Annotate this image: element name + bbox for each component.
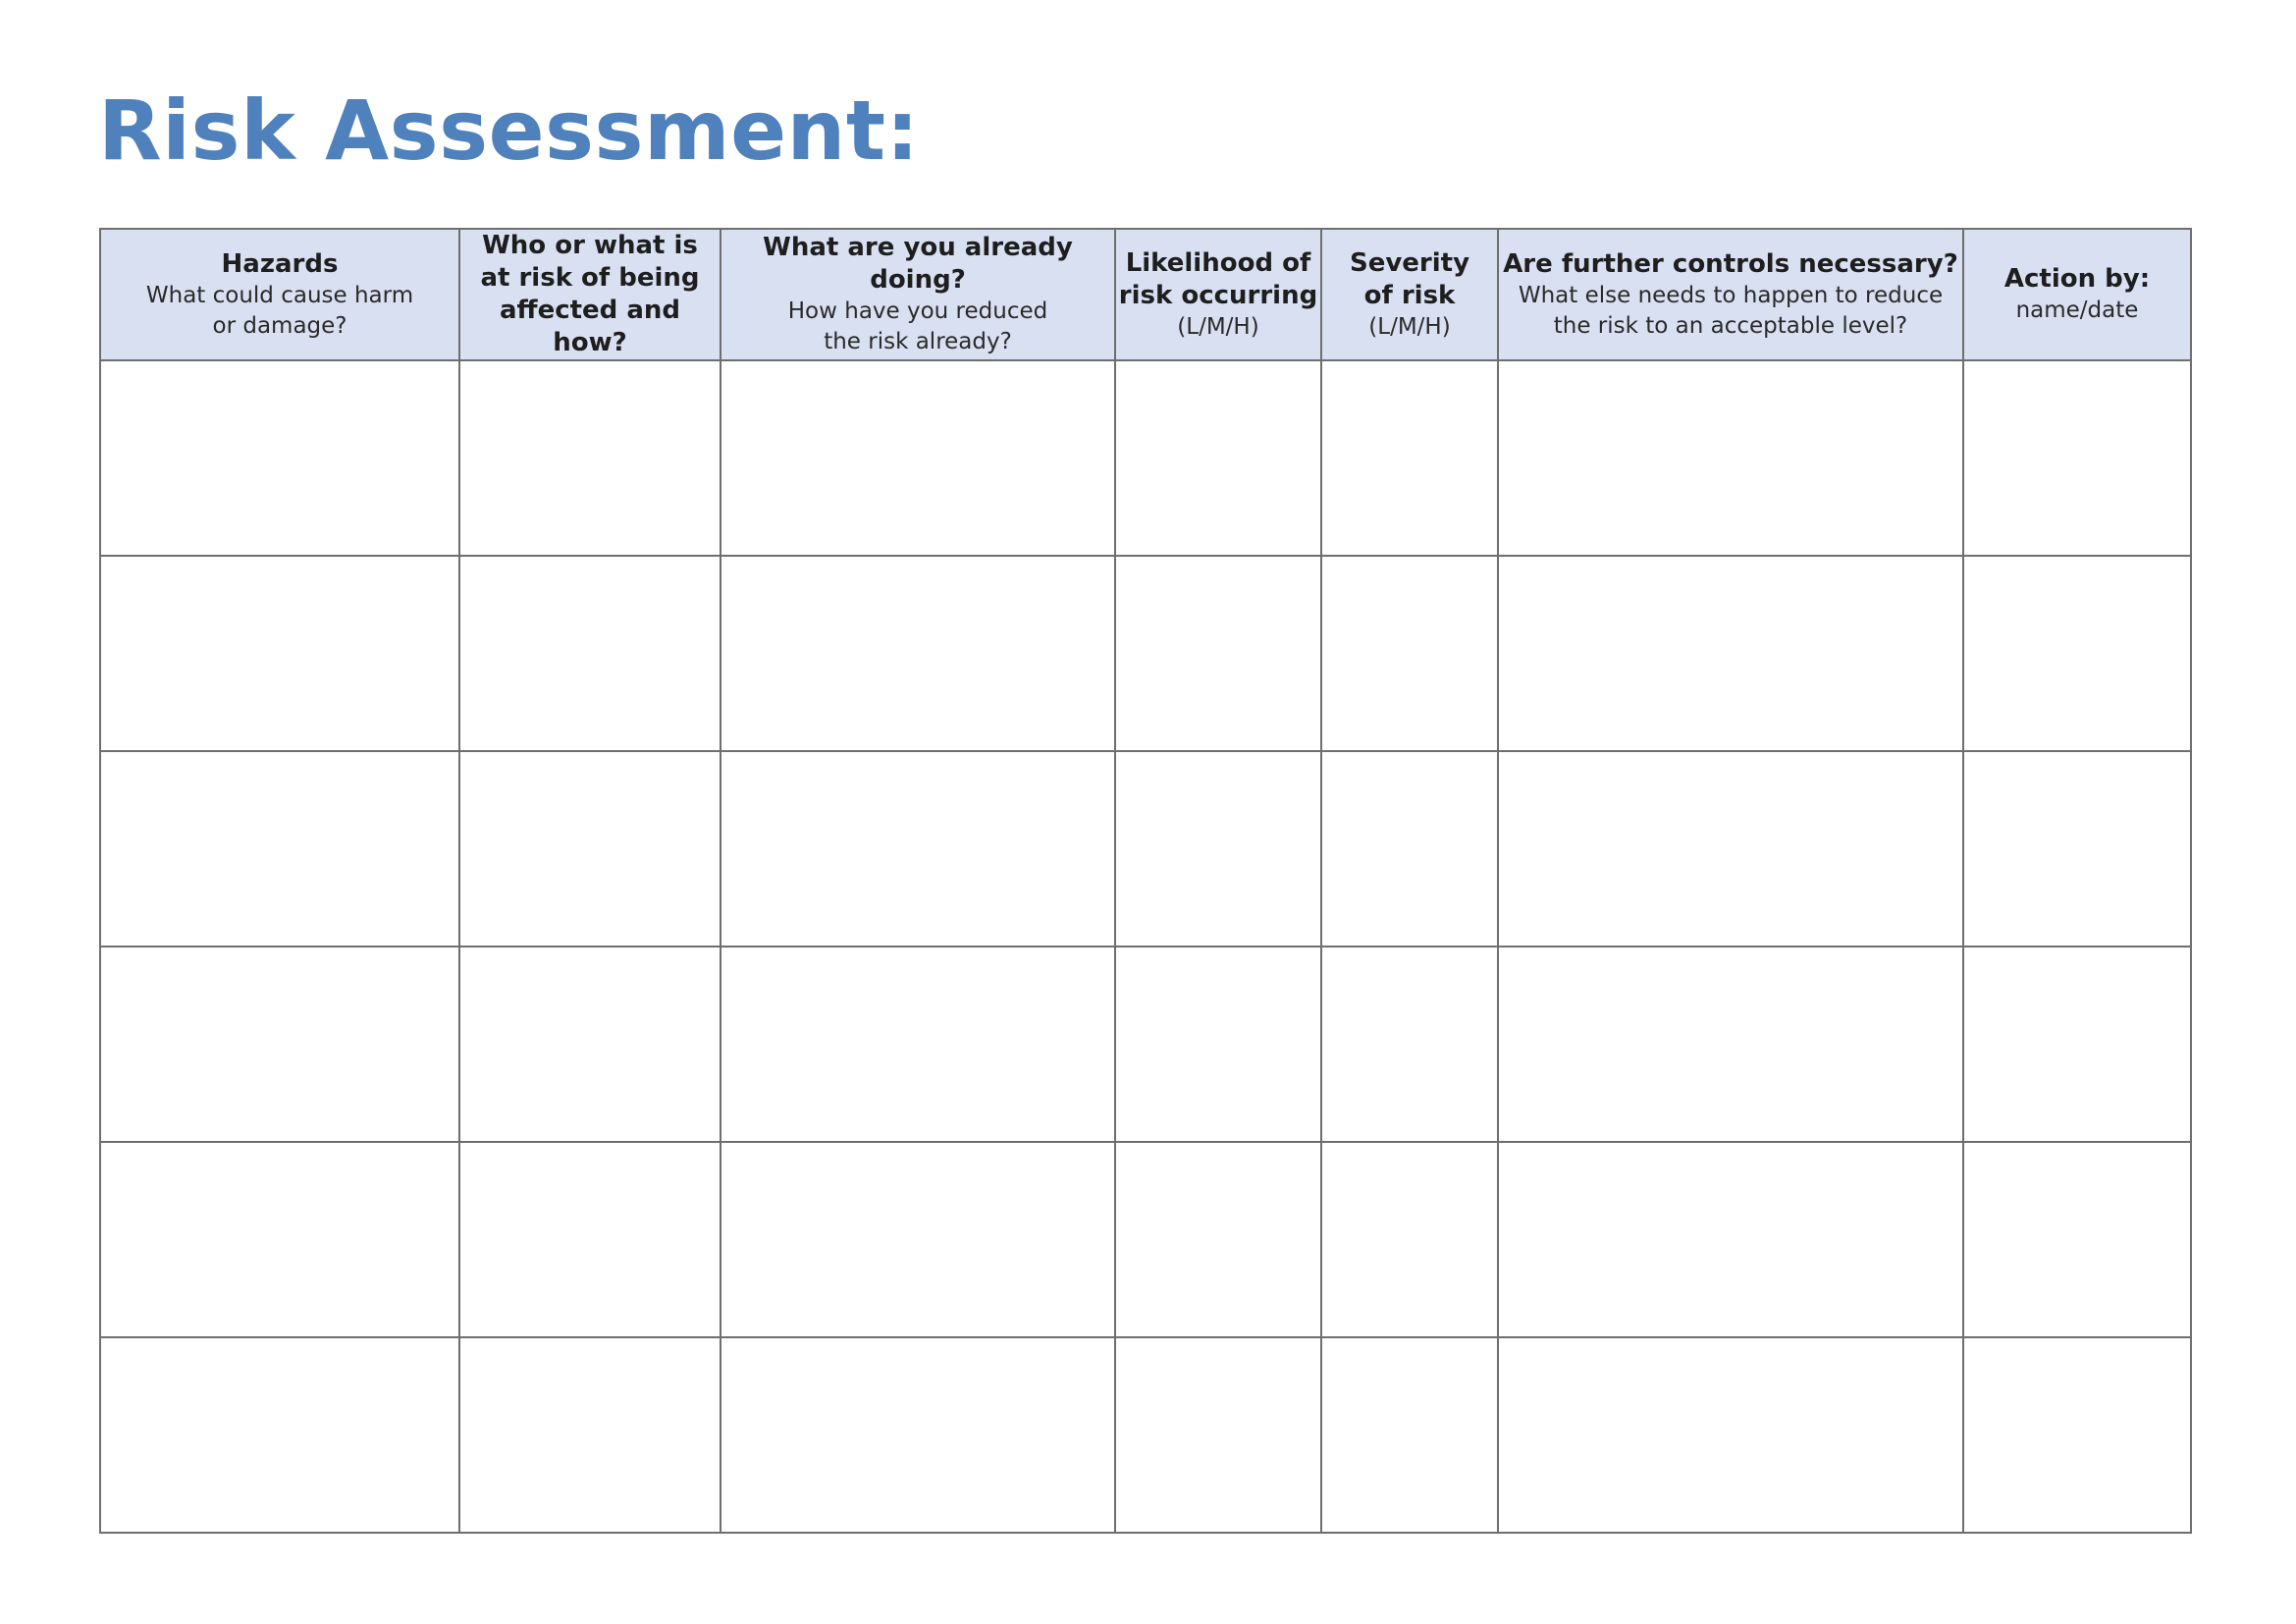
action-by-cell[interactable]: [1963, 360, 2191, 556]
further-controls-cell[interactable]: [1498, 1142, 1963, 1337]
severity-cell[interactable]: [1321, 751, 1498, 947]
header-already-doing: [721, 229, 1115, 360]
header-hazards-title: Hazards: [221, 248, 339, 279]
severity-cell[interactable]: [1321, 1142, 1498, 1337]
who-at-risk-cell[interactable]: [459, 556, 721, 751]
severity-cell[interactable]: [1321, 360, 1498, 556]
who-at-risk-cell[interactable]: [459, 751, 721, 947]
hazards-cell[interactable]: [100, 556, 459, 751]
hazards-cell[interactable]: [100, 1142, 459, 1337]
severity-cell[interactable]: [1321, 947, 1498, 1142]
further-controls-cell[interactable]: [1498, 751, 1963, 947]
header-already-doing-subtitle: How have you reduced the risk already?: [787, 298, 1048, 354]
already-doing-cell[interactable]: [721, 1337, 1115, 1533]
action-by-cell[interactable]: [1963, 751, 2191, 947]
hazards-cell[interactable]: [100, 947, 459, 1142]
further-controls-cell[interactable]: [1498, 360, 1963, 556]
who-at-risk-cell[interactable]: [459, 1142, 721, 1337]
likelihood-cell[interactable]: [1115, 1142, 1321, 1337]
header-likelihood: [1115, 229, 1321, 360]
table-row: [100, 751, 2191, 947]
likelihood-cell[interactable]: [1115, 360, 1321, 556]
header-hazards-subtitle: What could cause harm or damage?: [145, 282, 414, 339]
likelihood-cell[interactable]: [1115, 556, 1321, 751]
action-by-cell[interactable]: [1963, 1142, 2191, 1337]
page-title: Risk Assessment:: [98, 82, 920, 179]
further-controls-cell[interactable]: [1498, 556, 1963, 751]
header-further-controls-title: Are further controls necessary?: [1503, 248, 1958, 279]
severity-cell[interactable]: [1321, 1337, 1498, 1533]
action-by-cell[interactable]: [1963, 947, 2191, 1142]
table-row: [100, 556, 2191, 751]
header-further-controls: [1498, 229, 1963, 360]
risk-table-container: [99, 228, 2190, 1517]
action-by-cell[interactable]: [1963, 1337, 2191, 1533]
who-at-risk-cell[interactable]: [459, 360, 721, 556]
already-doing-cell[interactable]: [721, 1142, 1115, 1337]
further-controls-cell[interactable]: [1498, 1337, 1963, 1533]
header-action-by: [1963, 229, 2191, 360]
table-row: [100, 1337, 2191, 1533]
header-severity: [1321, 229, 1498, 360]
already-doing-cell[interactable]: [721, 360, 1115, 556]
hazards-cell[interactable]: [100, 751, 459, 947]
table-row: [100, 947, 2191, 1142]
action-by-cell[interactable]: [1963, 556, 2191, 751]
header-already-doing-title: What are you already doing?: [763, 233, 1073, 295]
likelihood-cell[interactable]: [1115, 947, 1321, 1142]
header-who-at-risk: [459, 229, 721, 360]
further-controls-cell[interactable]: [1498, 947, 1963, 1142]
header-action-by-subtitle: name/date: [2015, 298, 2139, 323]
header-likelihood-title: Likelihood of risk occurring: [1118, 247, 1318, 310]
severity-cell[interactable]: [1321, 556, 1498, 751]
table-row: [100, 360, 2191, 556]
header-severity-title: Severity of risk: [1349, 247, 1470, 310]
header-row: [100, 229, 2191, 360]
header-likelihood-scale: (L/M/H): [1177, 313, 1259, 340]
hazards-cell[interactable]: [100, 360, 459, 556]
table-row: [100, 1142, 2191, 1337]
likelihood-cell[interactable]: [1115, 751, 1321, 947]
header-severity-scale: (L/M/H): [1368, 313, 1451, 340]
hazards-cell[interactable]: [100, 1337, 459, 1533]
who-at-risk-cell[interactable]: [459, 1337, 721, 1533]
likelihood-cell[interactable]: [1115, 1337, 1321, 1533]
header-action-by-title: Action by:: [2003, 264, 2151, 294]
risk-assessment-table: [99, 228, 2192, 1534]
header-who-at-risk-title: Who or what is at risk of being affected and how?: [480, 231, 700, 357]
already-doing-cell[interactable]: [721, 556, 1115, 751]
header-further-controls-subtitle: What else needs to happen to reduce the risk to an acceptable level?: [1518, 282, 1944, 339]
who-at-risk-cell[interactable]: [459, 947, 721, 1142]
header-hazards: [100, 229, 459, 360]
already-doing-cell[interactable]: [721, 751, 1115, 947]
already-doing-cell[interactable]: [721, 947, 1115, 1142]
